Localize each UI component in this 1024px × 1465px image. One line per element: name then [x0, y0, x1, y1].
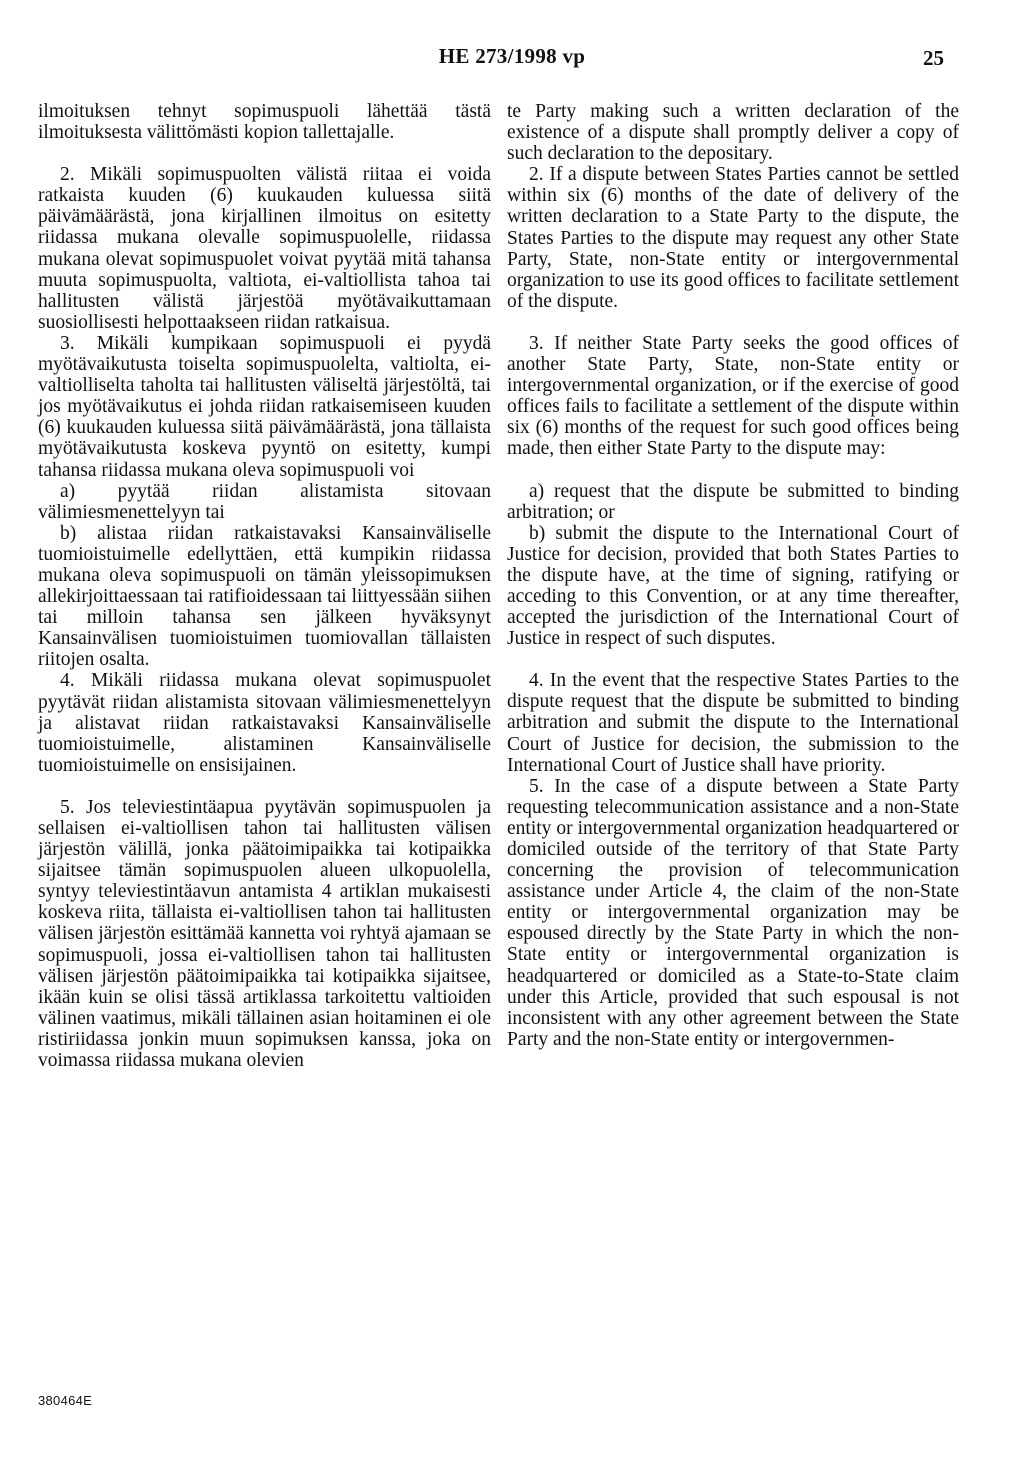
paragraph: 2. If a dispute between States Parties cannot be settled within six (6) months of the date of delivery of the written declaration to a State Party to the dispute, the States Parties to the dispute may request any other State Party, State, non-State entity or intergovernmental organization to use its good offices to facilitate settlement of the dispute.	[507, 164, 959, 312]
finnish-text-column	[38, 101, 491, 1071]
paragraph: b) alistaa riidan ratkaistavaksi Kansainväliselle tuomioistuimelle edellyttäen, että kumpikin riidassa mukana oleva sopimuspuoli on tämän yleissopimuksen allekirjoittaessaan tai ratifioidessaan tai liittyessään siihen tai milloin tahansa sen jälkeen hyväksynyt Kansainvälisen tuomioistuimen tuomiovallan tällaisten riitojen osalta.	[38, 522, 491, 671]
paragraph: te Party making such a written declaration of the existence of a dispute shall promptly deliver a copy of such declaration to the depositary.	[507, 101, 959, 165]
paragraph: 3. Mikäli kumpikaan sopimuspuoli ei pyydä myötävaikutusta toiselta sopimuspuolelta, valtiolta, ei-valtiolliselta taholta tai hallitusten väliseltä järjestöltä, tai jos myötävaikutus ei johda riidan ratkaisemiseen kuuden (6) kuukauden kuluessa siitä päivämäärästä, jona tällaista myötävaikutusta koskeva pyyntö on esitetty, kumpi tahansa riidassa mukana oleva sopimuspuoli voi	[38, 332, 491, 481]
paragraph: 4. Mikäli riidassa mukana olevat sopimuspuolet pyytävät riidan alistamista sitovaan välimiesmenettelyyn ja alistavat riidan ratkaistavaksi Kansainväliselle tuomioistuimelle, alistaminen Kansainväliselle tuomioistuimelle on ensisijainen.	[38, 670, 491, 776]
paragraph: b) submit the dispute to the International Court of Justice for decision, provided that both States Parties to the dispute have, at the time of signing, ratifying or acceding to this Convention, or at any time thereafter, accepted the jurisdiction of the International Court of Justice in respect of such disputes.	[507, 522, 959, 650]
paragraph: 3. If neither State Party seeks the good offices of another State Party, State, non-State entity or intergovernmental organization, or if the exercise of good offices fails to facilitate a settlement of the dispute within six (6) months of the request for such good offices being made, then either State Party to the dispute may:	[507, 332, 959, 460]
english-text-column	[507, 101, 959, 1050]
document-title: HE 273/1998 vp	[438, 44, 586, 68]
paragraph: ilmoituksen tehnyt sopimuspuoli lähettää tästä ilmoituksesta välittömästi kopion tallettajalle.	[38, 101, 491, 144]
paragraph: 2. Mikäli sopimuspuolten välistä riitaa ei voida ratkaista kuuden (6) kuukauden kuluessa siitä päivämäärästä, jona kirjallinen ilmoitus on esitetty riidassa mukana olevalle sopimuspuolelle, riidassa mukana olevat sopimuspuolet voivat pyytää mitä tahansa muuta sopimuspuolta, valtiota, ei-valtiollista tahoa tai hallitusten välistä järjestöä myötävaikuttamaan suosiollisesti helpottaakseen riidan ratkaisua.	[38, 164, 491, 333]
paragraph: a) pyytää riidan alistamista sitovaan välimiesmenettelyyn tai	[38, 480, 491, 523]
document-code: 380464E	[38, 1393, 93, 1408]
paragraph: a) request that the dispute be submitted to binding arbitration; or	[507, 480, 959, 523]
page-header	[0, 44, 1024, 84]
paragraph: 5. Jos televiestintäapua pyytävän sopimuspuolen ja sellaisen ei-valtiollisen tahon tai hallitusten välisen järjestön välillä, jonka päätoimipaikka tai kotipaikka sijaitsee tämän sopimuspuolen alueen ulkopuolella, syntyy televiestintäavun antamista 4 artiklan mukaisesti koskeva riita, tällaista ei-valtiollisen tahon tai hallitusten välisen järjestön esittämää kannetta voi ryhtyä ajamaan se sopimuspuoli, jossa ei-valtiollisen tahon tai hallitusten välisen järjestön päätoimipaikka tai kotipaikka sijaitsee, ikään kuin se olisi tässä artiklassa tarkoitettu valtioiden välinen vaatimus, mikäli tällainen asian hoitaminen ei ole ristiriidassa jonkin muun sopimuksen kanssa, joka on voimassa riidassa mukana olevien	[38, 796, 491, 1072]
paragraph: 5. In the case of a dispute between a State Party requesting telecommunication assistance and a non-State entity or intergovernmental organization headquartered or domiciled outside of the territory of that State Party concerning the provision of telecommunication assistance under Article 4, the claim of the non-State entity or intergovernmental organization may be espoused directly by the State Party in which the non-State entity or intergovernmental organization is headquartered or domiciled as a State-to-State claim under this Article, provided that such espousal is not inconsistent with any other agreement between the State Party and the non-State entity or intergovernmen-	[507, 775, 959, 1050]
paragraph: 4. In the event that the respective States Parties to the dispute request that the dispute be submitted to binding arbitration and submit the dispute to the International Court of Justice for decision, the submission to the International Court of Justice shall have priority.	[507, 670, 959, 776]
page-number: 25	[923, 46, 944, 70]
